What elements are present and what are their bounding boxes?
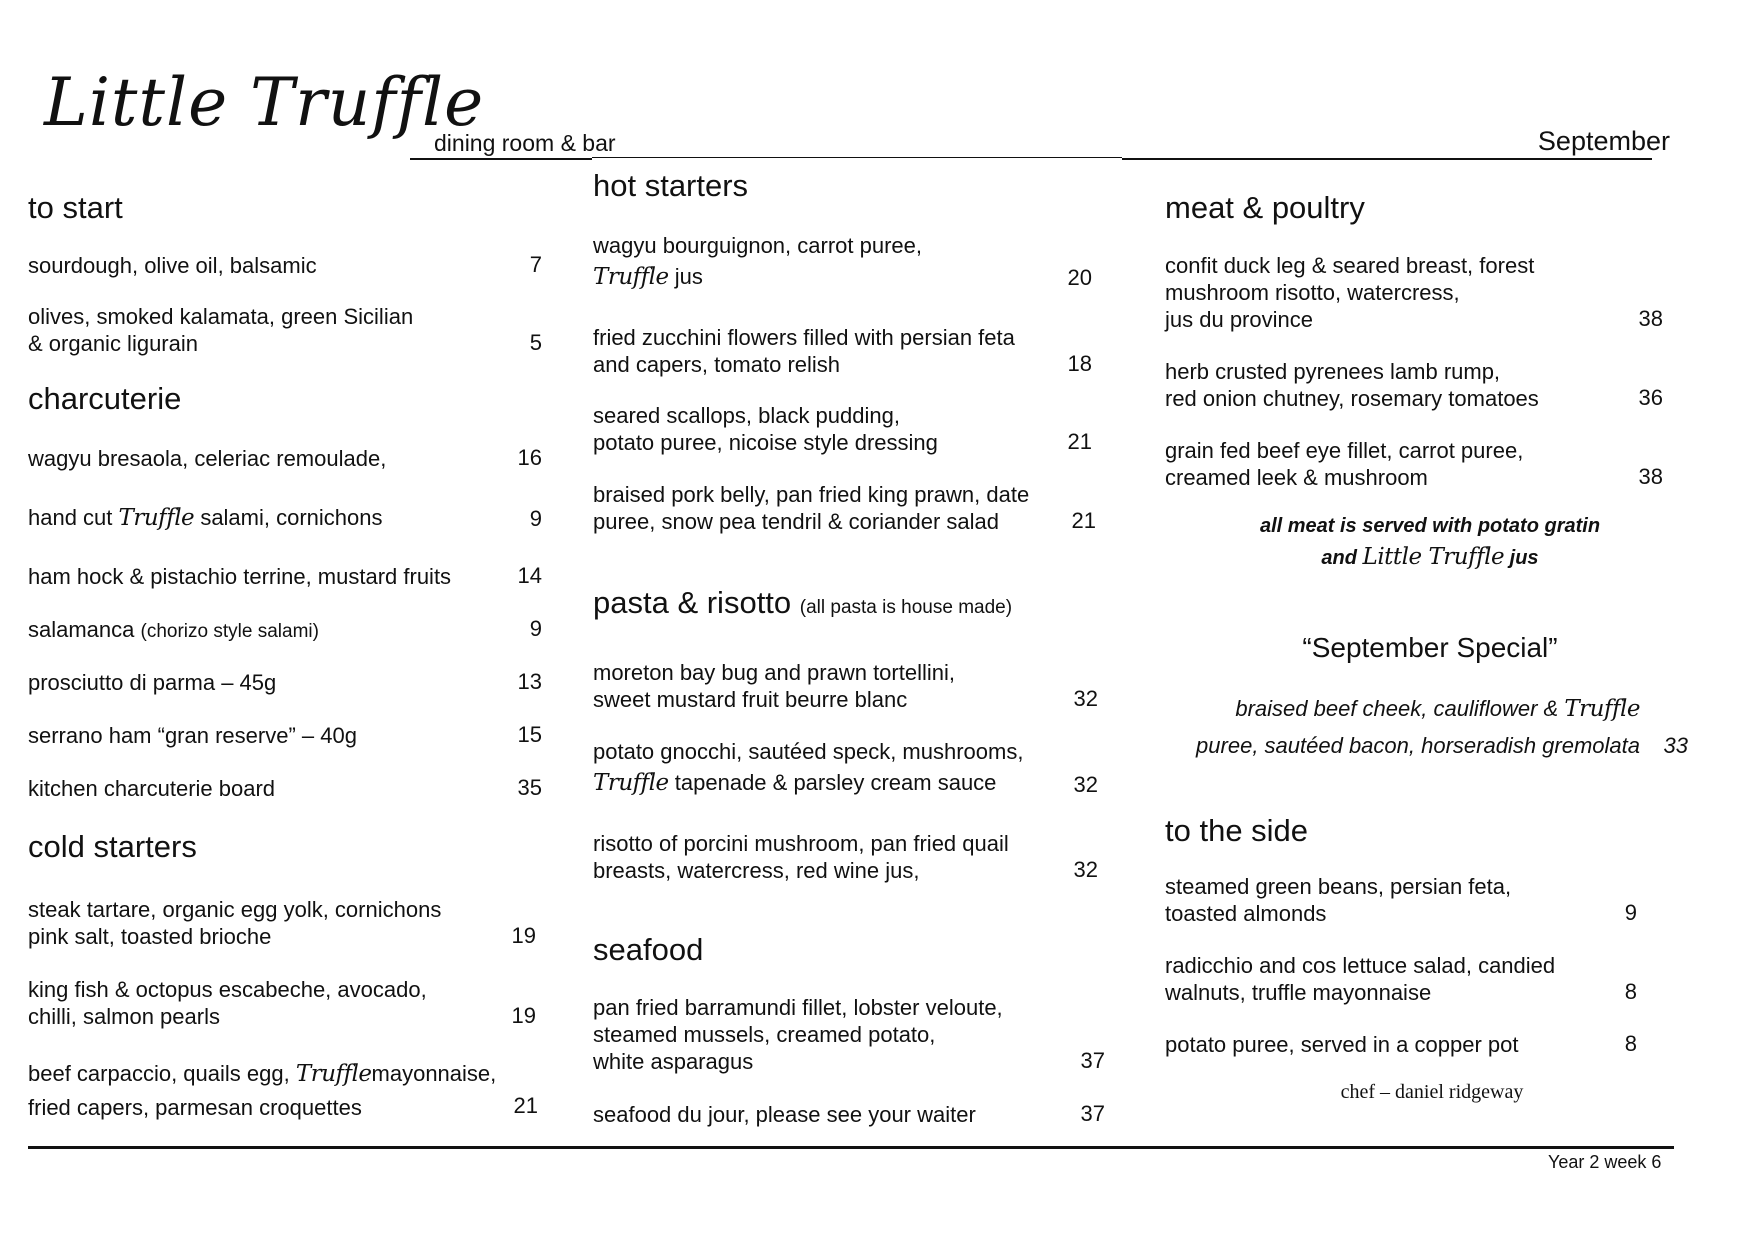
item-price: 16 [517, 445, 542, 470]
special-title: “September Special” [1302, 632, 1558, 663]
header-rule-left [410, 158, 592, 160]
menu-item: hand cut Truffle salami, cornichons [28, 505, 383, 531]
little-truffle-logo-word: Little Truffle [1362, 544, 1505, 570]
item-price: 20 [1067, 265, 1092, 290]
item-price: 8 [1624, 979, 1637, 1004]
menu-item: herb crusted pyrenees lamb rump, red onion chutney, rosemary tomatoes [1165, 359, 1539, 411]
item-price: 15 [517, 722, 542, 747]
item-price: 5 [529, 330, 542, 355]
footer-rule [28, 1146, 1674, 1149]
section-title-pasta-risotto: pasta & risotto (all pasta is house made) [593, 585, 1013, 620]
menu-item: risotto of porcini mushroom, pan fried quail breasts, watercress, red wine jus, [593, 831, 1009, 883]
menu-item: ham hock & pistachio terrine, mustard fruits [28, 564, 452, 589]
item-price: 19 [511, 923, 536, 948]
truffle-logo-word: Truffle [295, 1061, 372, 1087]
menu-item: seared scallops, black pudding, potato puree, nicoise style dressing [593, 403, 938, 455]
special-description: braised beef cheek, cauliflower & Truffle [1235, 696, 1640, 722]
item-price: 21 [1067, 429, 1092, 454]
truffle-logo-word: Truffle [593, 264, 669, 290]
item-price: 14 [517, 563, 542, 588]
header-rule-middle [592, 157, 1122, 158]
chef-credit: chef – daniel ridgeway [1340, 1081, 1524, 1103]
menu-item: king fish & octopus escabeche, avocado, chilli, salmon pearls [28, 977, 427, 1029]
menu-item: radicchio and cos lettuce salad, candied walnuts, truffle mayonnaise [1165, 953, 1556, 1005]
menu-item: grain fed beef eye fillet, carrot puree, creamed leek & mushroom [1165, 438, 1524, 490]
item-price: 38 [1638, 306, 1663, 331]
item-price: 9 [1624, 900, 1637, 925]
special-description-line2: puree, sautéed bacon, horseradish gremolata [1196, 733, 1640, 758]
menu-item: kitchen charcuterie board [28, 776, 276, 801]
menu-item: wagyu bresaola, celeriac remoulade, [28, 446, 387, 471]
menu-item: salamanca (chorizo style salami) [28, 617, 319, 642]
item-price: 32 [1073, 857, 1098, 882]
menu-item: potato gnocchi, sautéed speck, mushrooms, Truffle tapenade & parsley cream sauce [593, 739, 1024, 796]
truffle-logo-word: Truffle [118, 505, 195, 531]
special-price: 33 [1663, 733, 1688, 758]
truffle-logo-word: Truffle [593, 770, 669, 796]
menu-item: steamed green beans, persian feta, toasted almonds [1165, 874, 1512, 926]
item-price: 21 [1071, 508, 1096, 533]
section-title-seafood: seafood [593, 932, 704, 967]
menu-item: potato puree, served in a copper pot [1165, 1032, 1519, 1057]
truffle-logo-word: Truffle [1564, 696, 1640, 722]
item-price: 37 [1080, 1048, 1105, 1073]
item-price: 8 [1624, 1031, 1637, 1056]
item-price: 9 [529, 506, 542, 531]
section-title-cold-starters: cold starters [28, 829, 197, 864]
item-price: 37 [1080, 1101, 1105, 1126]
section-title-meat-poultry: meat & poultry [1165, 190, 1365, 225]
section-title-charcuterie: charcuterie [28, 381, 182, 416]
item-price: 35 [517, 775, 542, 800]
section-title-to-start: to start [28, 190, 123, 225]
item-price: 38 [1638, 464, 1663, 489]
item-price: 36 [1638, 385, 1663, 410]
menu-item: sourdough, olive oil, balsamic [28, 253, 317, 278]
item-price: 13 [517, 669, 542, 694]
footer-week: Year 2 week 6 [1548, 1152, 1662, 1172]
menu-item: confit duck leg & seared breast, forest mushroom risotto, watercress, jus du province [1165, 253, 1535, 332]
menu-item: fried zucchini flowers filled with persian feta and capers, tomato relish [593, 325, 1015, 377]
meat-note: all meat is served with potato gratin and Little Truffle jus [1259, 515, 1601, 570]
item-price: 32 [1073, 686, 1098, 711]
section-title-to-the-side: to the side [1165, 813, 1309, 848]
menu-item: seafood du jour, please see your waiter [593, 1102, 976, 1127]
menu-item: prosciutto di parma – 45g [28, 670, 277, 695]
item-price: 7 [529, 252, 542, 277]
section-title-hot-starters: hot starters [593, 168, 749, 203]
menu-item: wagyu bourguignon, carrot puree, Truffle jus [593, 233, 922, 290]
menu-item: steak tartare, organic egg yolk, cornichons pink salt, toasted brioche [28, 897, 442, 949]
menu-item: braised pork belly, pan fried king prawn, date puree, snow pea tendril & coriander salad [593, 482, 1030, 534]
pasta-subtitle: (all pasta is house made) [799, 597, 1013, 618]
menu-item: beef carpaccio, quails egg, Trufflemayonnaise, fried capers, parmesan croquettes [28, 1061, 497, 1120]
item-price: 32 [1073, 772, 1098, 797]
item-price: 18 [1067, 351, 1092, 376]
menu-month: September [1537, 126, 1670, 156]
restaurant-logo: Little Truffle [44, 64, 485, 141]
item-price: 21 [513, 1093, 538, 1118]
tagline: dining room & bar [434, 130, 616, 156]
menu-item: moreton bay bug and prawn tortellini, sweet mustard fruit beurre blanc [593, 660, 955, 712]
menu-item: serrano ham “gran reserve” – 40g [28, 723, 357, 748]
item-price: 9 [529, 616, 542, 641]
menu-item: pan fried barramundi fillet, lobster veloute, steamed mussels, creamed potato, white asparagus [593, 995, 1003, 1074]
item-price: 19 [511, 1003, 536, 1028]
header-rule-right [1122, 158, 1652, 160]
menu-item: olives, smoked kalamata, green Sicilian & organic ligurain [28, 304, 414, 356]
